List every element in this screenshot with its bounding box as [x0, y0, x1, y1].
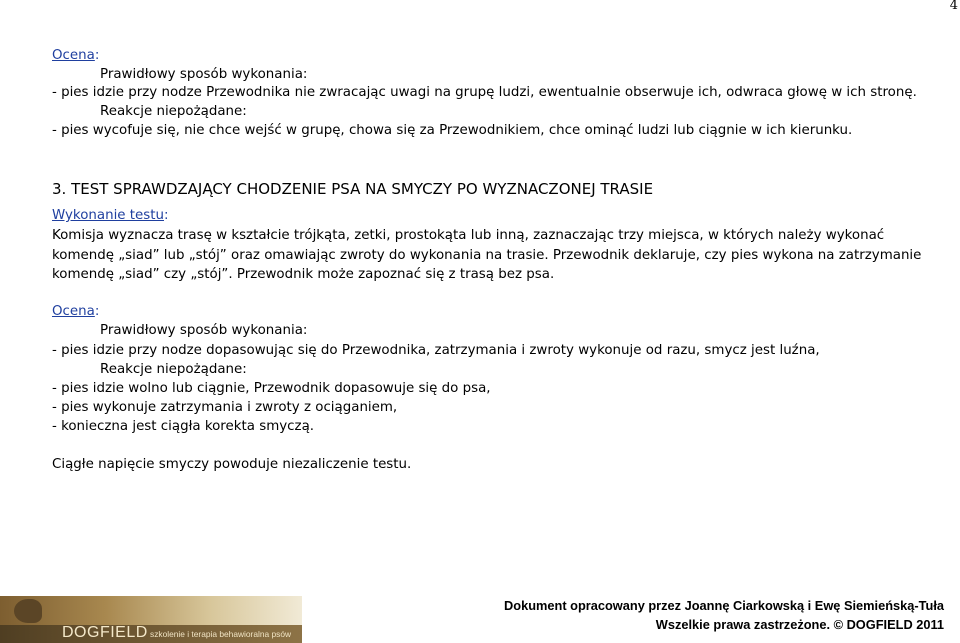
correct-heading-2: Prawidłowy sposób wykonania: [100, 323, 308, 338]
footer-tagline: szkolenie i terapia behawioralna psów [150, 629, 292, 639]
bad-heading-1: Reakcje niepożądane: [100, 104, 247, 119]
ocena-colon: : [94, 304, 100, 319]
wykonanie-colon: : [164, 208, 169, 223]
footer-credit-authors: Dokument opracowany przez Joannę Ciarkowską i Ewę Siemieńską-Tuła [504, 598, 944, 613]
footer-credit-rights: Wszelkie prawa zastrzeżone. © DOGFIELD 2011 [655, 617, 944, 632]
desc-line-1: Komisja wyznacza trasę w kształcie trójkąta, zetki, prostokąta lub inną, zaznaczając trzy miejsca, w których należy wykonać [52, 228, 885, 243]
correct-line-2: - pies idzie przy nodze dopasowując się do Przewodnika, zatrzymania i zwroty wykonuje od razu, smycz jest luźna, [52, 343, 820, 358]
correct-line-1: - pies idzie przy nodze Przewodnika nie zwracając uwagi na grupę ludzi, ewentualnie obserwuje ich, odwraca głowę w ich stronę. [52, 85, 917, 100]
ocena-heading-1 [52, 47, 99, 65]
bad-line-1: - pies wycofuje się, nie chce wejść w grupę, chowa się za Przewodnikiem, chce ominąć ludzi lub ciągnie w ich kierunku. [52, 123, 853, 138]
ocena-colon: : [94, 48, 100, 63]
ocena-label: Ocena [52, 304, 95, 319]
dog-logo-icon [14, 599, 42, 623]
page-number: 4 [949, 0, 958, 13]
ocena-label: Ocena [52, 48, 95, 63]
correct-heading-1: Prawidłowy sposób wykonania: [100, 67, 308, 82]
bad-line-2b: - pies wykonuje zatrzymania i zwroty z ociąganiem, [52, 400, 398, 415]
footer-brand: DOGFIELD [62, 624, 148, 641]
bad-heading-2: Reakcje niepożądane: [100, 362, 247, 377]
footer-logo-banner [0, 596, 302, 643]
ocena-heading-2 [52, 303, 99, 321]
section-title: 3. TEST SPRAWDZAJĄCY CHODZENIE PSA NA SMYCZY PO WYZNACZONEJ TRASIE [52, 180, 654, 198]
wykonanie-heading [52, 207, 169, 225]
bad-line-2c: - konieczna jest ciągła korekta smyczą. [52, 419, 315, 434]
final-note: Ciągłe napięcie smyczy powoduje niezaliczenie testu. [52, 457, 412, 472]
desc-line-3: komendę „siad” czy „stój”. Przewodnik może zapoznać się z trasą bez psa. [52, 267, 555, 282]
bad-line-2a: - pies idzie wolno lub ciągnie, Przewodnik dopasowuje się do psa, [52, 381, 491, 396]
desc-line-2: komendę „siad” lub „stój” oraz omawiając zwroty do wykonania na trasie. Przewodnik deklaruje, czy pies wykona na zatrzymanie [52, 248, 922, 263]
wykonanie-label: Wykonanie testu [52, 208, 164, 223]
